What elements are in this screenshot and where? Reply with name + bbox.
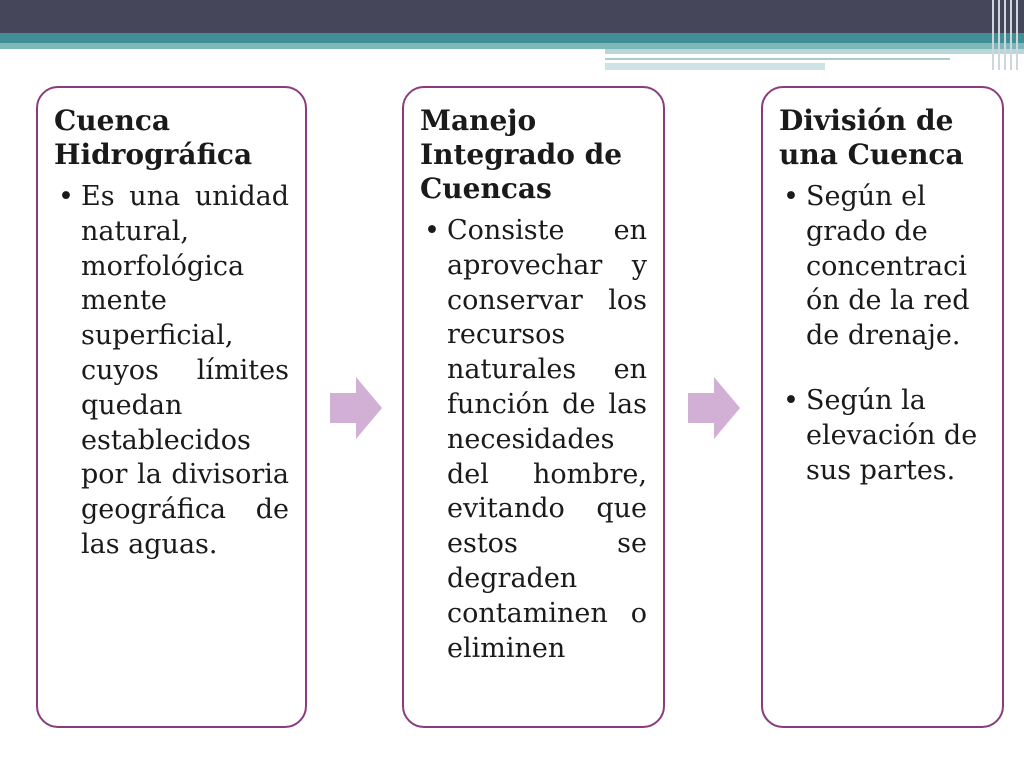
- header-teal-stripe: [0, 33, 1024, 43]
- arrow-shape: [330, 377, 382, 439]
- bullet-icon: •: [783, 384, 799, 416]
- process-box-manejo-integrado: [402, 86, 665, 728]
- header-bar: [0, 0, 1024, 33]
- bullet-item: [54, 180, 289, 563]
- bullet-list: [54, 180, 289, 563]
- bullet-item: [779, 384, 986, 488]
- bullet-text: Es una unidad natural, morfológica mente superficial, cuyos límites quedan establecidos por la divisoria geográfica de las aguas.: [81, 181, 289, 560]
- process-box-division-cuenca: [761, 86, 1004, 728]
- decorative-line: [605, 63, 825, 70]
- box-title: Cuenca Hidrográfica: [54, 104, 253, 171]
- bullet-item: [420, 214, 647, 666]
- bullet-icon: •: [424, 215, 440, 246]
- bullet-text: Según la elevación de sus partes.: [806, 384, 978, 486]
- bullet-text: Consiste en aprovechar y conservar los recursos naturales en función de las necesidades del hombre, evitando que estos se degraden contaminen o eliminen: [447, 215, 647, 664]
- arrow-shape: [688, 377, 740, 439]
- right-arrow-icon: [330, 377, 384, 439]
- bullet-list: [420, 214, 647, 666]
- decorative-line: [605, 58, 950, 60]
- bullet-text: Según el grado de concentraci ón de la red de drenaje.: [806, 181, 970, 352]
- bullet-item: [779, 180, 986, 354]
- process-box-cuenca-hidrografica: [36, 86, 307, 728]
- bullet-list: [779, 180, 986, 488]
- decorative-line: [605, 49, 1024, 54]
- right-arrow-icon: [688, 377, 742, 439]
- bullet-icon: •: [783, 181, 799, 212]
- box-title: División de una Cuenca: [779, 104, 964, 171]
- decorative-vertical-bars: [990, 0, 1024, 70]
- box-title: Manejo Integrado de Cuencas: [420, 104, 623, 205]
- bullet-icon: •: [58, 181, 74, 212]
